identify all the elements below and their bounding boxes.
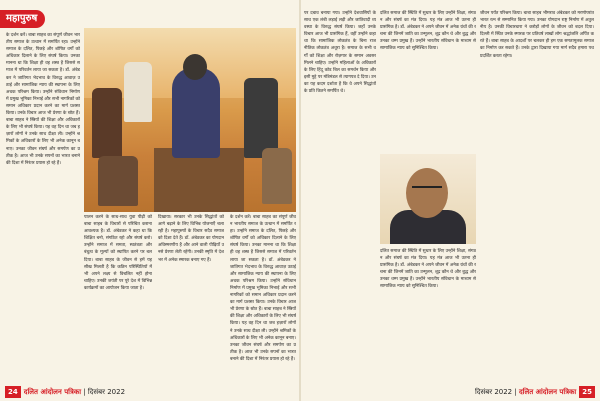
right-column-3 (380, 248, 476, 382)
right-publication-name: दलित आंदोलन पत्रिका (518, 388, 577, 396)
left-column-3 (158, 214, 224, 382)
right-column-2-text: दलित समाज की स्थिति में सुधार के लिए उन्होंने शिक्षा, संगठन और संघर्ष का मंत्र दिया। यह मंत्र आज भी उतना ही प्रासंगिक है। डॉ. अंबेडकर ने अपने जीवन में अनेक ग्रंथों की रचना की जिनमें जाति का उन्मूलन, शूद्र कौन थे और बुद्ध और उनका धम्म प्रमुख हैं। उन्होंने भारतीय संविधान के माध्यम से सामाजिक न्याय को सुनिश्चित किया। (380, 11, 476, 52)
left-publication-name: दलित आंदोलन पत्रिका (23, 388, 82, 396)
page-gutter (299, 0, 301, 401)
left-footer: 24 दलित आंदोलन पत्रिका | दिसंबर 2022 (2, 386, 125, 398)
right-column-2 (380, 10, 476, 150)
right-page-number: 25 (579, 386, 595, 398)
ambedkar-statue-photo (84, 28, 296, 212)
right-column-1-text: पर दबाव बनाया गया। उन्होंने देशवासियों के साथ एक लंबी लड़ाई लड़ी और जातिवादी व्यवस्था के विरुद्ध संघर्ष किया। जहाँ उनके विचार आज भी प्रासंगिक हैं, वहीं उन्होंने कहा था कि सामाजिक लोकतंत्र के बिना राजनीतिक लोकतंत्र अधूरा है। समाज के सभी वर्गों को शिक्षा और रोज़गार के समान अवसर मिलने चाहिए। उन्होंने महिलाओं के अधिकारों के लिए हिंदू कोड बिल का समर्थन किया और इसी मुद्दे पर मंत्रिमंडल से त्यागपत्र दे दिया। उनका यह कदम दर्शाता है कि वे अपने सिद्धांतों के प्रति कितने समर्पित थे। (304, 11, 376, 95)
right-column-4 (480, 10, 594, 382)
left-column-4 (230, 214, 296, 382)
left-column-2 (84, 214, 152, 382)
left-page-number: 24 (5, 386, 21, 398)
right-column-1 (304, 10, 376, 382)
right-issue-date: दिसंबर 2022 (474, 388, 513, 396)
left-column-4-text: के दर्शन करें। बाबा साहब का संपूर्ण जीवन भारतीय समाज के उत्थान में समर्पित रहा। उन्होंने समाज के दलित, पिछड़े और शोषित वर्गों को अधिकार दिलाने के लिए संघर्ष किया। उनका मानना था कि शिक्षा ही वह शस्त्र है जिससे समाज में परिवर्तन लाया जा सकता है। डॉ. अंबेडकर ने जातिगत भेदभाव के विरुद्ध आवाज़ उठाई और सामाजिक न्याय की स्थापना के लिए अथक परिश्रम किया। उन्होंने संविधान निर्माण में प्रमुख भूमिका निभाई और सभी नागरिकों को समान अधिकार प्रदान करने का मार्ग प्रशस्त किया। उनके विचार आज भी प्रेरणा के स्रोत हैं। बाबा साहब ने स्त्रियों की शिक्षा और अधिकारों के लिए भी संघर्ष किया। यह वह दिन था जब हज़ारों लोगों ने उनके साथ दीक्षा ली। उन्होंने श्रमिकों के अधिकारों के लिए भी अनेक कानून बनाए। उनका जीवन संघर्ष और समर्पण का प्रतीक है। आज भी उनके सपनों का भारत बनाने की दिशा में निरंतर प्रयास हो रहे हैं। (230, 215, 296, 362)
right-column-4-text: जीवन पर्यंत परिश्रम किया। बाबा साहब भीमराव अंबेडकर को मरणोपरांत भारत रत्न से सम्मानित किया गया। उनका योगदान राष्ट्र निर्माण में अतुलनीय है। उनकी विचारधारा ने करोड़ों लोगों के जीवन को बदल दिया। दिल्ली में स्थित उनके स्मारक पर प्रतिवर्ष लाखों लोग श्रद्धांजलि अर्पित करते हैं। बाबा साहब के आदर्शों पर चलकर ही हम एक समतामूलक समाज का निर्माण कर सकते हैं। उनके द्वारा दिखाया गया मार्ग सदैव हमारा पथ प्रदर्शित करता रहेगा। (480, 11, 594, 59)
right-footer: दिसंबर 2022 | दलित आंदोलन पत्रिका 25 (475, 386, 598, 398)
section-tab: महापुरुष (0, 10, 45, 28)
right-column-3-text: दलित समाज की स्थिति में सुधार के लिए उन्होंने शिक्षा, संगठन और संघर्ष का मंत्र दिया। यह मंत्र आज भी उतना ही प्रासंगिक है। डॉ. अंबेडकर ने अपने जीवन में अनेक ग्रंथों की रचना की जिनमें जाति का उन्मूलन, शूद्र कौन थे और बुद्ध और उनका धम्म प्रमुख हैं। उन्होंने भारतीय संविधान के माध्यम से सामाजिक न्याय को सुनिश्चित किया। (380, 249, 476, 290)
ambedkar-portrait-photo (380, 154, 476, 244)
left-issue-date: दिसंबर 2022 (87, 388, 126, 396)
left-column-1-text: के दर्शन करें। बाबा साहब का संपूर्ण जीवन भारतीय समाज के उत्थान में समर्पित रहा। उन्होंने समाज के दलित, पिछड़े और शोषित वर्गों को अधिकार दिलाने के लिए संघर्ष किया। उनका मानना था कि शिक्षा ही वह शस्त्र है जिससे समाज में परिवर्तन लाया जा सकता है। डॉ. अंबेडकर ने जातिगत भेदभाव के विरुद्ध आवाज़ उठाई और सामाजिक न्याय की स्थापना के लिए अथक परिश्रम किया। उन्होंने संविधान निर्माण में प्रमुख भूमिका निभाई और सभी नागरिकों को समान अधिकार प्रदान करने का मार्ग प्रशस्त किया। उनके विचार आज भी प्रेरणा के स्रोत हैं। बाबा साहब ने स्त्रियों की शिक्षा और अधिकारों के लिए भी संघर्ष किया। यह वह दिन था जब हज़ारों लोगों ने उनके साथ दीक्षा ली। उन्होंने श्रमिकों के अधिकारों के लिए भी अनेक कानून बनाए। उनका जीवन संघर्ष और समर्पण का प्रतीक है। आज भी उनके सपनों का भारत बनाने की दिशा में निरंतर प्रयास हो रहे हैं। (6, 33, 80, 166)
left-column-2-text: पालन करने के साथ-साथ युवा पीढ़ी को बाबा साहब के विचारों से परिचित कराना आवश्यक है। डॉ. अंबेडकर ने कहा था कि शिक्षित बनो, संगठित रहो और संघर्ष करो। उन्होंने समाज में समता, स्वतंत्रता और बंधुत्व के मूल्यों को स्थापित करने पर बल दिया। बाबा साहब के जीवन से हमें यह सीख मिलती है कि कठिन परिस्थितियों में भी अपने लक्ष्य से विचलित नहीं होना चाहिए। उनकी जयंती पर पूरे देश में विभिन्न कार्यक्रमों का आयोजन किया जाता है। (84, 215, 152, 291)
left-column-3-text: दिखाया। सरकार भी उनके सिद्धांतों को आगे बढ़ाने के लिए विभिन्न योजनाएँ चला रही है। महापुरुषों के विचार सदैव समाज को दिशा देते हैं। डॉ. अंबेडकर का योगदान अविस्मरणीय है और आने वाली पीढ़ियाँ उनसे प्रेरणा लेती रहेंगी। उनकी स्मृति में देश भर में अनेक स्मारक बनाए गए हैं। (158, 215, 224, 263)
left-column-1 (6, 32, 80, 382)
